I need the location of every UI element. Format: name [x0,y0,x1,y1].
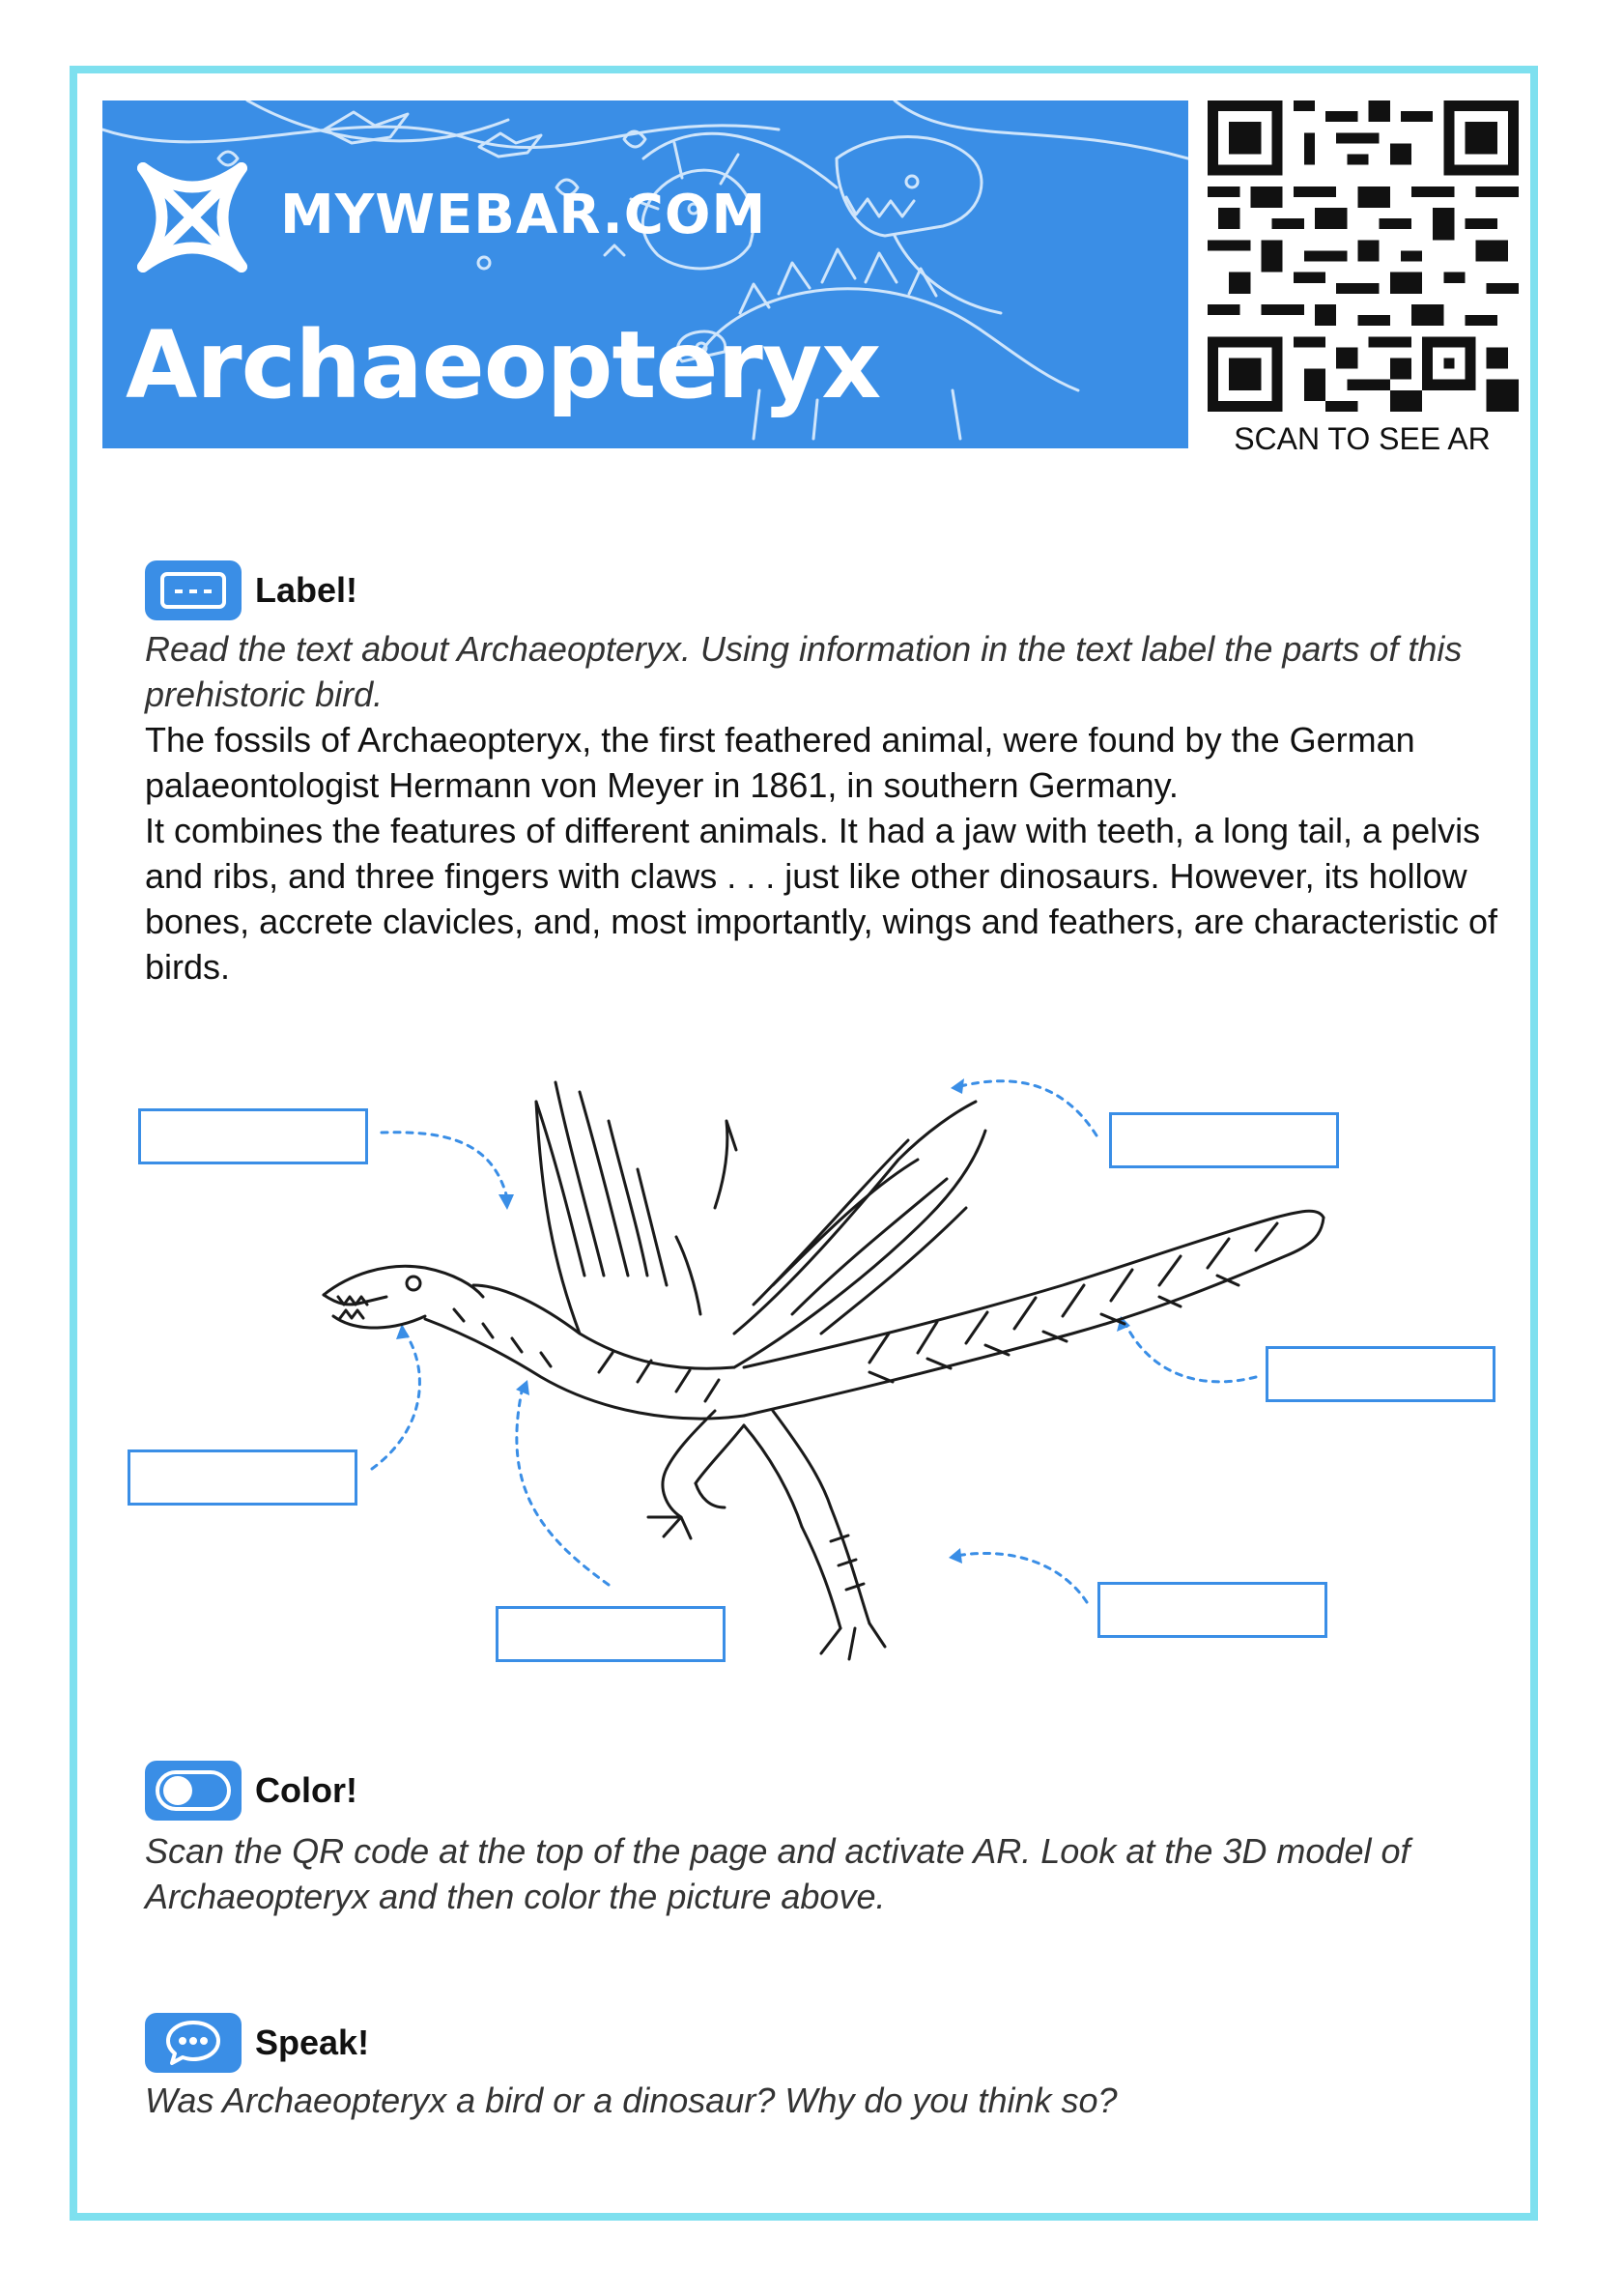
color-instruction: Scan the QR code at the top of the page and activate AR. Look at the 3D model of Archaeopteryx and then color the picture above. [145,1831,1410,1916]
label-icon [145,560,242,620]
label-instruction: Read the text about Archaeopteryx. Using information in the text label the parts of this prehistoric bird. [145,629,1463,714]
label-input-box-2[interactable] [1109,1112,1339,1168]
label-input-box-5[interactable] [496,1606,726,1662]
color-section-title: Color! [255,1770,357,1810]
archaeopteryx-drawing [324,1082,1324,1659]
label-body-text [145,717,1517,990]
speak-section-title: Speak! [255,2023,370,2062]
label-input-box-3[interactable] [128,1449,357,1506]
color-section-header [145,1761,357,1821]
speak-section-header [145,2013,369,2073]
speak-instruction: Was Archaeopteryx a bird or a dinosaur? Why do you think so? [145,2081,1118,2120]
page-title: Archaeopteryx [126,311,881,419]
label-input-box-1[interactable] [138,1108,368,1164]
label-input-box-4[interactable] [1266,1346,1495,1402]
qr-caption: SCAN TO SEE AR [1234,421,1491,456]
paragraph: It combines the features of different animals. It had a jaw with teeth, a long tail, a pelvis and ribs, and three fingers with claws . . . just like other dinosaurs. However, its hollow bones, accrete clavicles, and, most importantly, wings and feathers, are characteristic of birds. [145,811,1497,987]
paragraph: The fossils of Archaeopteryx, the first feathered animal, were found by the German palaeontologist Hermann von Meyer in 1861, in southern Germany. [145,720,1415,805]
label-section-title: Label! [255,570,358,610]
brand-name: MYWEBAR.COM [280,184,767,246]
mywebar-logo-icon [129,155,255,280]
toggle-icon [145,1761,242,1821]
qr-code-icon[interactable] [1208,100,1519,412]
label-section-header [145,560,357,620]
label-input-box-6[interactable] [1097,1582,1327,1638]
speech-bubble-icon [145,2013,242,2073]
header-banner [102,100,1188,448]
